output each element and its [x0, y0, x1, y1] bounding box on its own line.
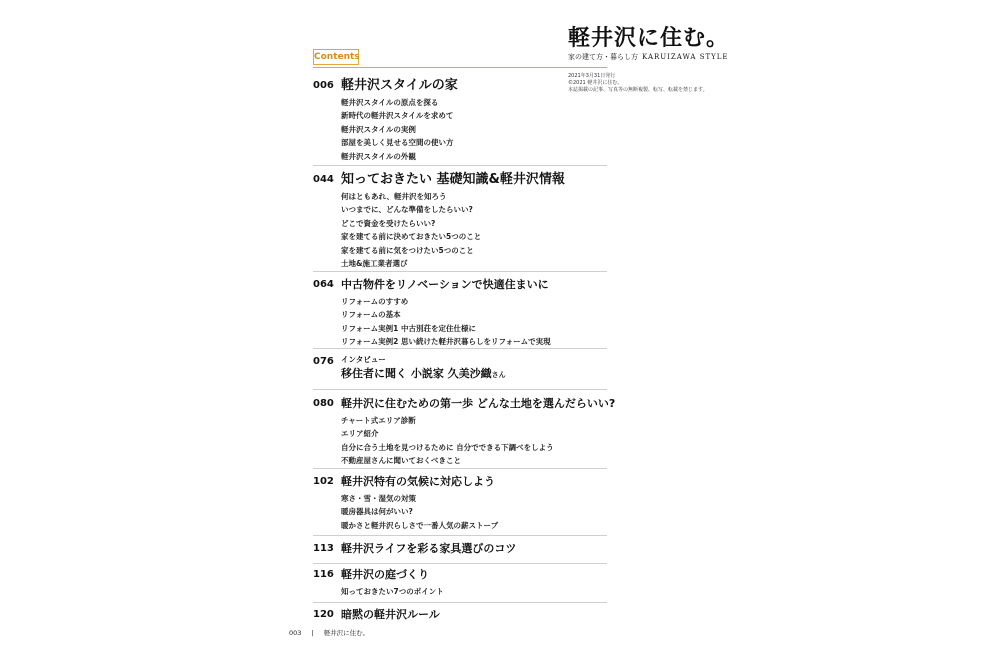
- subtitle-jp: 家の建て方・暮らし方: [568, 53, 638, 61]
- subtitle-en: KARUIZAWA STYLE: [642, 53, 729, 61]
- toc-item: 寒さ・雪・湿気の対策: [341, 494, 416, 503]
- section-page-number: 076: [313, 356, 334, 367]
- footer-page-number: 003: [289, 629, 302, 637]
- section-title: 軽井沢特有の気候に対応しよう: [341, 475, 495, 488]
- section-page-number: 113: [313, 543, 334, 554]
- section-title: 軽井沢ライフを彩る家具選びのコツ: [341, 542, 517, 555]
- toc-item: チャート式エリア診断: [341, 416, 416, 425]
- page-footer: [289, 629, 369, 637]
- section-title: 移住者に聞く 小説家 久美沙織: [341, 367, 492, 380]
- section-title-suffix: さん: [491, 371, 506, 379]
- reproduction-notice: 本誌掲載の記事、写真等の無断複製、転写、転載を禁じます。: [568, 87, 708, 93]
- section-page-number: 080: [313, 398, 334, 409]
- toc-item: 不動産屋さんに聞いておくべきこと: [341, 456, 461, 466]
- section-title: 軽井沢の庭づくり: [341, 568, 429, 581]
- toc-item: 新時代の軽井沢スタイルを求めて: [341, 111, 454, 121]
- section-divider: [313, 563, 607, 564]
- toc-item: どこで資金を受けたらいい?: [341, 218, 436, 228]
- publication-date: 2021年3月31日発行: [568, 73, 616, 79]
- section-title: 暗黙の軽井沢ルール: [341, 608, 440, 621]
- toc-item: 暖かさと軽井沢らしさで一番人気の薪ストーブ: [341, 520, 499, 530]
- toc-item: 部屋を美しく見せる空間の使い方: [341, 138, 454, 148]
- toc-item: 軽井沢スタイルの実例: [341, 124, 416, 134]
- section-divider: [313, 389, 607, 390]
- footer-magazine-name: 軽井沢に住む。: [323, 629, 370, 637]
- toc-item: 何はともあれ、軽井沢を知ろう: [341, 192, 447, 201]
- section-divider: [313, 602, 607, 603]
- toc-item: 家を建てる前に決めておきたい5つのこと: [341, 232, 482, 242]
- toc-item: エリア紹介: [341, 429, 379, 439]
- section-title: 軽井沢に住むための第一歩 どんな土地を選んだらいい?: [341, 397, 616, 410]
- magazine-subtitle: [568, 53, 728, 62]
- section-page-number: 116: [313, 569, 334, 580]
- section-category: インタビュー: [341, 355, 386, 364]
- toc-item: 知っておきたい7つのポイント: [341, 587, 444, 596]
- section-title: 軽井沢スタイルの家: [341, 78, 458, 93]
- magazine-title: 軽井沢に住む。: [568, 25, 730, 51]
- toc-item: 土地&施工業者選び: [341, 259, 408, 269]
- toc-item: 家を建てる前に気をつけたい5つのこと: [341, 245, 474, 255]
- section-title: 中古物件をリノベーションで快適住まいに: [341, 278, 549, 291]
- toc-item: リフォーム実例1 中古別荘を定住仕様に: [341, 323, 476, 333]
- footer-separator: |: [311, 629, 314, 637]
- toc-item: リフォームのすすめ: [341, 297, 409, 306]
- toc-item: 軽井沢スタイルの原点を探る: [341, 98, 439, 107]
- toc-item: リフォーム実例2 思い続けた軽井沢暮らしをリフォームで実現: [341, 337, 551, 347]
- section-page-number: 102: [313, 476, 334, 487]
- section-title: 知っておきたい 基礎知識&軽井沢情報: [341, 172, 565, 187]
- copyright: ©2021 軽井沢に住む。: [568, 80, 623, 86]
- section-divider: [313, 348, 607, 349]
- section-divider: [313, 271, 607, 272]
- section-page-number: 120: [313, 609, 334, 620]
- section-divider: [313, 468, 607, 469]
- section-page-number: 006: [313, 80, 334, 91]
- toc-item: 自分に合う土地を見つけるために 自分でできる下調べをしよう: [341, 442, 554, 452]
- section-page-number: 064: [313, 279, 334, 290]
- contents-rule: [313, 67, 607, 68]
- toc-item: いつまでに、どんな準備をしたらいい?: [341, 205, 473, 215]
- toc-item: リフォームの基本: [341, 310, 401, 320]
- toc-item: 暖房器具は何がいい?: [341, 507, 413, 517]
- section-divider: [313, 535, 607, 536]
- section-page-number: 044: [313, 174, 334, 185]
- section-divider: [313, 165, 607, 166]
- toc-item: 軽井沢スタイルの外観: [341, 151, 416, 161]
- contents-label: Contents: [313, 49, 359, 65]
